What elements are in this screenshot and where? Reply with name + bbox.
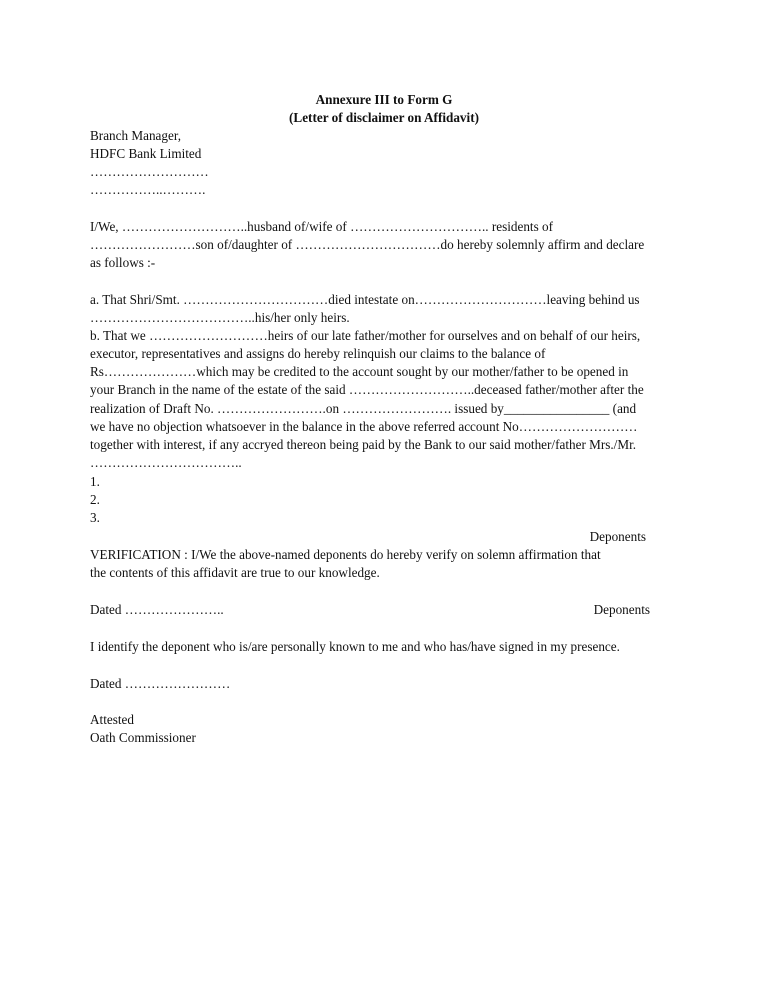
clause-line: together with interest, if any accryed thereon being paid by the Bank to our said mother/father Mrs./Mr. bbox=[90, 437, 637, 452]
clause-line: we have no objection whatsoever in the balance in the above referred account No……………………… bbox=[90, 419, 638, 434]
dated-line: Dated …………………… bbox=[90, 676, 231, 691]
attested-label: Attested bbox=[90, 712, 134, 727]
address-line: ……………..………. bbox=[90, 182, 206, 197]
identification-statement: I identify the deponent who is/are personally known to me and who has/have signed in my presence. bbox=[90, 639, 620, 654]
clause-line: …………………………….. bbox=[90, 455, 242, 470]
address-line: Branch Manager, bbox=[90, 128, 182, 143]
address-line: HDFC Bank Limited bbox=[90, 146, 202, 161]
numbered-item: 3. bbox=[90, 510, 100, 525]
verification-line: VERIFICATION : I/We the above-named deponents do hereby verify on solemn affirmation that bbox=[90, 547, 601, 562]
verification-line: the contents of this affidavit are true to our knowledge. bbox=[90, 565, 380, 580]
deponents-label: Deponents bbox=[593, 602, 650, 617]
declaration-line: I/We, ………………………..husband of/wife of ………………………….. residents of bbox=[90, 219, 554, 234]
document-title: Annexure III to Form G bbox=[315, 92, 453, 107]
clause-line: Rs…………………which may be credited to the account sought by our mother/father to be opened in bbox=[90, 364, 629, 379]
numbered-item: 1. bbox=[90, 474, 100, 489]
declaration-line: ……………………son of/daughter of ……………………………do hereby solemnly affirm and declare bbox=[90, 237, 645, 252]
address-line: ……………………… bbox=[90, 164, 209, 179]
numbered-item: 2. bbox=[90, 492, 100, 507]
declaration-line: as follows :- bbox=[90, 255, 156, 270]
clause-line: ………………………………..his/her only heirs. bbox=[90, 310, 350, 325]
clause-line: your Branch in the name of the estate of the said ………………………..deceased father/mother after the bbox=[90, 382, 644, 397]
oath-commissioner-label: Oath Commissioner bbox=[90, 730, 196, 745]
clause-line: b. That we ………………………heirs of our late father/mother for ourselves and on behalf of our heirs, bbox=[90, 328, 641, 343]
clause-line: executor, representatives and assigns do hereby relinquish our claims to the balance of bbox=[90, 346, 546, 361]
dated-line: Dated ………………….. bbox=[90, 602, 224, 617]
document-subtitle: (Letter of disclaimer on Affidavit) bbox=[289, 110, 479, 125]
deponents-label: Deponents bbox=[589, 529, 646, 544]
clause-line: realization of Draft No. …………………….on ……………………. issued by________________ (and bbox=[90, 401, 637, 416]
clause-line: a. That Shri/Smt. ……………………………died intestate on…………………………leaving behind us bbox=[90, 292, 640, 307]
